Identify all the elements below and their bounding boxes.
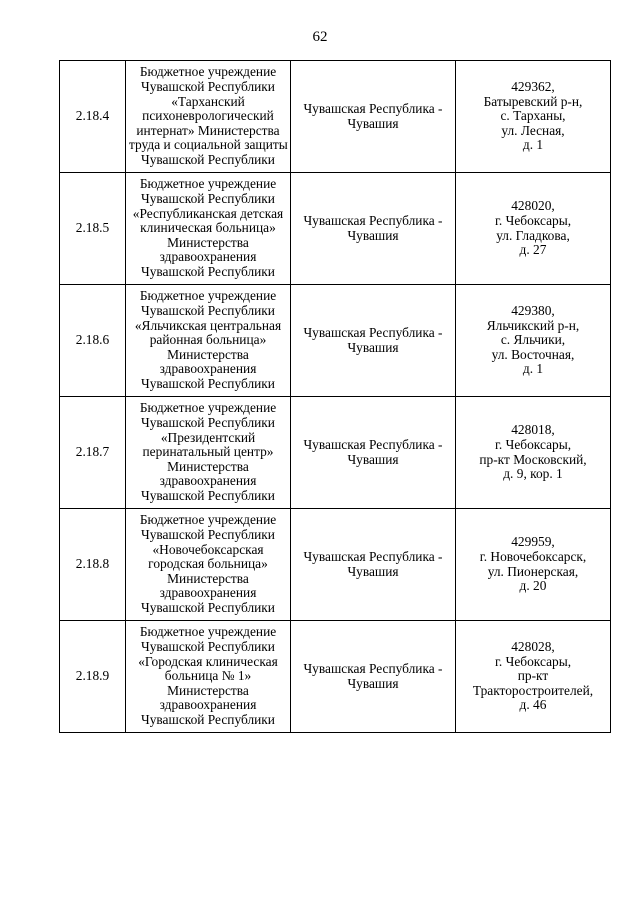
address-cell-line: г. Чебоксары,: [494, 212, 572, 228]
address-cell: [456, 621, 611, 733]
address-cell: [456, 173, 611, 285]
region-cell-line: Чувашия: [347, 451, 399, 467]
row-number-cell: 2.18.5: [60, 173, 126, 285]
region-cell: [291, 397, 456, 509]
institution-cell-line: интернат» Министерства: [136, 122, 280, 138]
region-cell: [291, 621, 456, 733]
institution-cell-line: Министерства: [167, 570, 249, 586]
institutions-table: [59, 60, 611, 733]
institution-cell-line: больница № 1»: [164, 668, 252, 684]
institution-cell-line: Министерства: [167, 458, 249, 474]
institution-cell: [126, 173, 291, 285]
address-cell-line: с. Яльчики,: [500, 332, 566, 348]
address-cell-line: ул. Пионерская,: [487, 563, 579, 579]
address-cell: [456, 397, 611, 509]
institution-cell-line: Чувашской Республики: [141, 599, 275, 615]
institution-cell-line: здравоохранения: [159, 585, 257, 601]
region-cell-line: Чувашская Республика -: [303, 660, 443, 676]
row-number-cell: 2.18.6: [60, 285, 126, 397]
region-cell: [291, 61, 456, 173]
institution-cell-line: «Президентский: [160, 429, 256, 445]
institution-cell-line: здравоохранения: [159, 697, 257, 713]
institution-cell-line: Бюджетное учреждение: [139, 176, 277, 192]
institution-cell-line: Чувашской Республики: [141, 303, 275, 319]
region-cell: [291, 285, 456, 397]
table-row: [60, 173, 611, 285]
institution-cell-line: Чувашской Республики: [141, 711, 275, 727]
address-cell-line: 429959,: [511, 534, 555, 550]
address-cell-line: г. Чебоксары,: [494, 653, 572, 669]
table-row: [60, 285, 611, 397]
address-cell-line: д. 20: [519, 578, 547, 594]
page-number: 62: [312, 29, 328, 45]
institution-cell-line: Чувашской Республики: [141, 151, 275, 167]
institution-cell-line: «Городская клиническая: [138, 653, 278, 669]
address-cell-line: 428018,: [511, 422, 555, 438]
institution-cell-line: Чувашской Республики: [141, 375, 275, 391]
institution-cell-line: психоневрологический: [142, 108, 274, 124]
institution-cell-line: районная больница»: [149, 332, 267, 348]
institution-cell-line: «Яльчикская центральная: [134, 317, 282, 333]
region-cell-line: Чувашия: [347, 115, 399, 131]
institution-cell-line: здравоохранения: [159, 361, 257, 377]
address-cell-line: пр-кт Московский,: [479, 451, 587, 467]
row-number-cell: 2.18.7: [60, 397, 126, 509]
region-cell-line: Чувашская Республика -: [303, 324, 443, 340]
institution-cell-line: «Новочебоксарская: [152, 541, 264, 557]
institution-cell: [126, 61, 291, 173]
region-cell-line: Чувашия: [347, 339, 399, 355]
region-cell-line: Чувашия: [347, 563, 399, 579]
table-row: [60, 61, 611, 173]
institution-cell-line: «Тарханский: [171, 93, 245, 109]
institution-cell: [126, 285, 291, 397]
institution-cell-line: Бюджетное учреждение: [139, 512, 277, 528]
address-cell-line: с. Тарханы,: [500, 108, 566, 124]
institution-cell-line: здравоохранения: [159, 473, 257, 489]
institution-cell-line: Чувашской Республики: [141, 487, 275, 503]
address-cell-line: Батыревский р-н,: [483, 93, 583, 109]
address-cell-line: пр-кт: [517, 668, 549, 684]
institution-cell-line: Чувашской Республики: [141, 191, 275, 207]
address-cell-line: Тракторостроителей,: [472, 682, 594, 698]
address-cell-line: Яльчикский р-н,: [486, 317, 580, 333]
institution-cell-line: «Республиканская детская: [132, 205, 284, 221]
institution-cell-line: Бюджетное учреждение: [139, 288, 277, 304]
table-row: [60, 621, 611, 733]
institution-cell-line: Министерства: [167, 682, 249, 698]
table-body: [60, 61, 611, 733]
institution-cell-line: труда и социальной защиты: [129, 137, 288, 153]
address-cell: [456, 61, 611, 173]
address-cell-line: 428028,: [511, 639, 555, 655]
region-cell: [291, 509, 456, 621]
address-cell-line: 428020,: [511, 198, 555, 214]
address-cell-line: д. 1: [522, 137, 544, 153]
row-number-cell: 2.18.8: [60, 509, 126, 621]
institution-cell-line: Чувашской Республики: [141, 639, 275, 655]
institution-cell-line: Чувашской Республики: [141, 527, 275, 543]
region-cell: [291, 173, 456, 285]
address-cell: [456, 285, 611, 397]
institution-cell-line: Бюджетное учреждение: [139, 64, 277, 80]
address-cell-line: г. Чебоксары,: [494, 436, 572, 452]
region-cell-line: Чувашская Республика -: [303, 548, 443, 564]
address-cell-line: д. 9, кор. 1: [503, 466, 563, 482]
row-number-cell: 2.18.9: [60, 621, 126, 733]
institution-cell: [126, 621, 291, 733]
institution-cell-line: Бюджетное учреждение: [139, 624, 277, 640]
institution-cell-line: Чувашской Республики: [141, 415, 275, 431]
table-row: [60, 509, 611, 621]
table-row: [60, 397, 611, 509]
institution-cell-line: Бюджетное учреждение: [139, 400, 277, 416]
address-cell: [456, 509, 611, 621]
region-cell-line: Чувашская Республика -: [303, 100, 443, 116]
address-cell-line: д. 1: [522, 361, 544, 377]
institution-cell-line: Министерства: [167, 346, 249, 362]
address-cell-line: ул. Лесная,: [501, 122, 565, 138]
institution-cell-line: клиническая больница»: [140, 220, 276, 236]
institution-cell-line: Чувашской Республики: [141, 79, 275, 95]
institution-cell-line: Министерства: [167, 234, 249, 250]
region-cell-line: Чувашская Республика -: [303, 436, 443, 452]
region-cell-line: Чувашия: [347, 227, 399, 243]
region-cell-line: Чувашская Республика -: [303, 212, 443, 228]
region-cell-line: Чувашия: [347, 675, 399, 691]
institution-cell: [126, 509, 291, 621]
address-cell-line: д. 27: [519, 242, 547, 258]
institution-cell-line: перинатальный центр»: [142, 444, 274, 460]
institution-cell-line: городская больница»: [148, 556, 268, 572]
institution-cell-line: здравоохранения: [159, 249, 257, 265]
institution-cell: [126, 397, 291, 509]
address-cell-line: 429380,: [511, 303, 555, 319]
address-cell-line: д. 46: [519, 697, 547, 713]
address-cell-line: ул. Восточная,: [491, 346, 575, 362]
address-cell-line: г. Новочебоксарск,: [479, 548, 587, 564]
row-number-cell: 2.18.4: [60, 61, 126, 173]
institution-cell-line: Чувашской Республики: [141, 263, 275, 279]
address-cell-line: ул. Гладкова,: [496, 227, 570, 243]
address-cell-line: 429362,: [511, 79, 555, 95]
